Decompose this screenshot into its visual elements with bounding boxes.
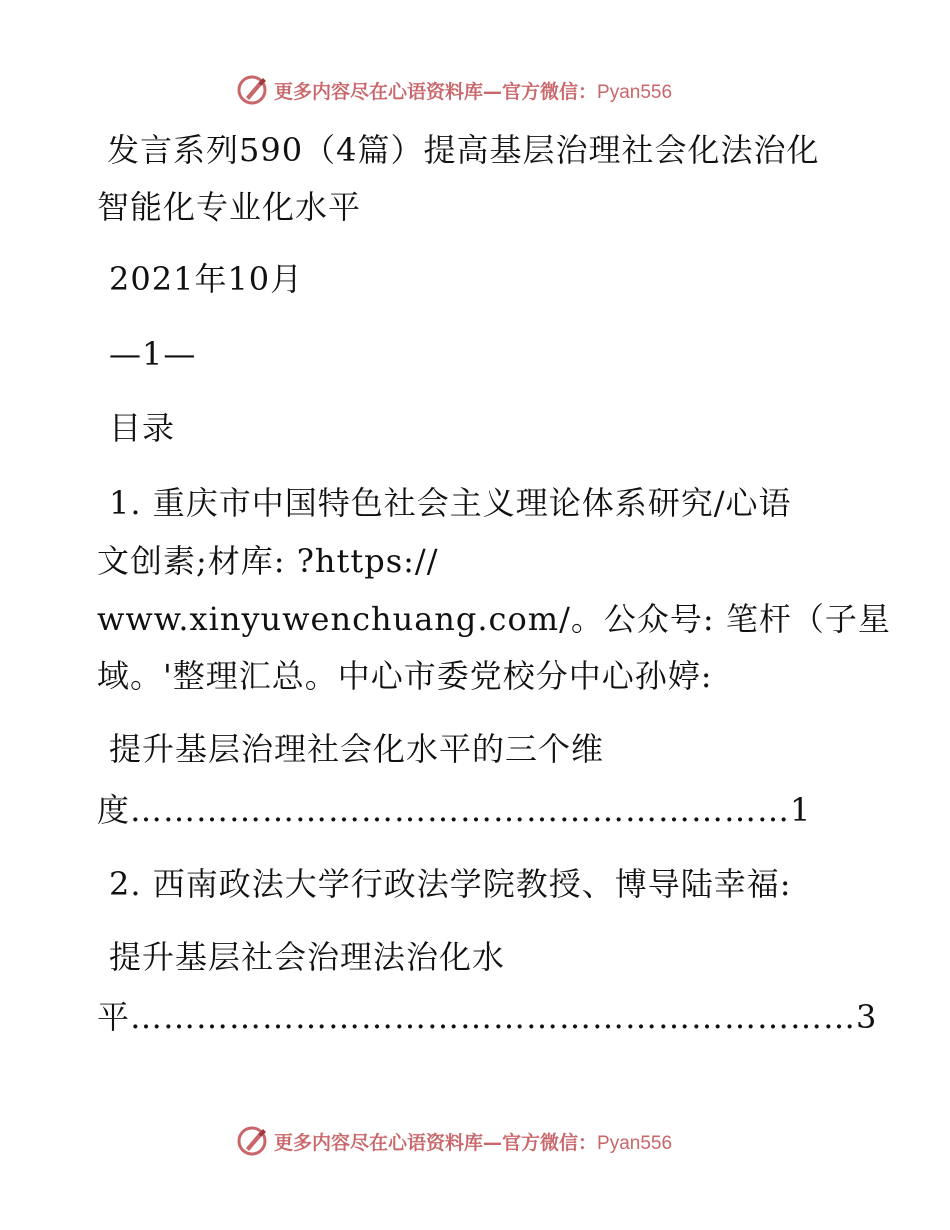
doc-date: 2021年10月 — [109, 260, 304, 298]
page-marker: —1— — [109, 335, 197, 373]
pen-logo-icon — [236, 1124, 270, 1158]
toc-item-2-title-line-1: 提升基层社会治理法治化水 — [109, 938, 506, 976]
doc-title-line-1: 发言系列590（4篇）提高基层治理社会化法治化 — [107, 131, 820, 169]
toc-item-1-line-2: 文创素;材库: ?https:// — [97, 542, 439, 580]
header-watermark — [236, 72, 672, 108]
toc-item-1-line-4: 域。'整理汇总。中心市委党校分中心孙婷: — [97, 657, 713, 695]
watermark-text: 更多内容尽在心语资料库—官方微信：Pyan556 — [274, 1131, 673, 1154]
watermark-text: 更多内容尽在心语资料库—官方微信：Pyan556 — [274, 80, 673, 103]
doc-title-line-2: 智能化专业化水平 — [97, 188, 362, 226]
toc-item-1-title-line-2: 度……………………………………………………1 — [97, 791, 812, 829]
toc-item-1-line-3: www.xinyuwenchuang.com/。公众号: 笔杆（子星 — [97, 600, 891, 638]
toc-item-1-title-line-1: 提升基层治理社会化水平的三个维 — [109, 730, 605, 768]
toc-heading: 目录 — [109, 409, 176, 447]
toc-item-1-line-1: 1. 重庆市中国特色社会主义理论体系研究/心语 — [109, 484, 792, 522]
footer-watermark — [236, 1123, 672, 1159]
toc-item-2-title-line-2: 平…………………………………………………………3 — [97, 998, 878, 1036]
toc-item-2-line-1: 2. 西南政法大学行政法学院教授、博导陆幸福: — [109, 865, 792, 903]
pen-logo-icon — [236, 73, 270, 107]
